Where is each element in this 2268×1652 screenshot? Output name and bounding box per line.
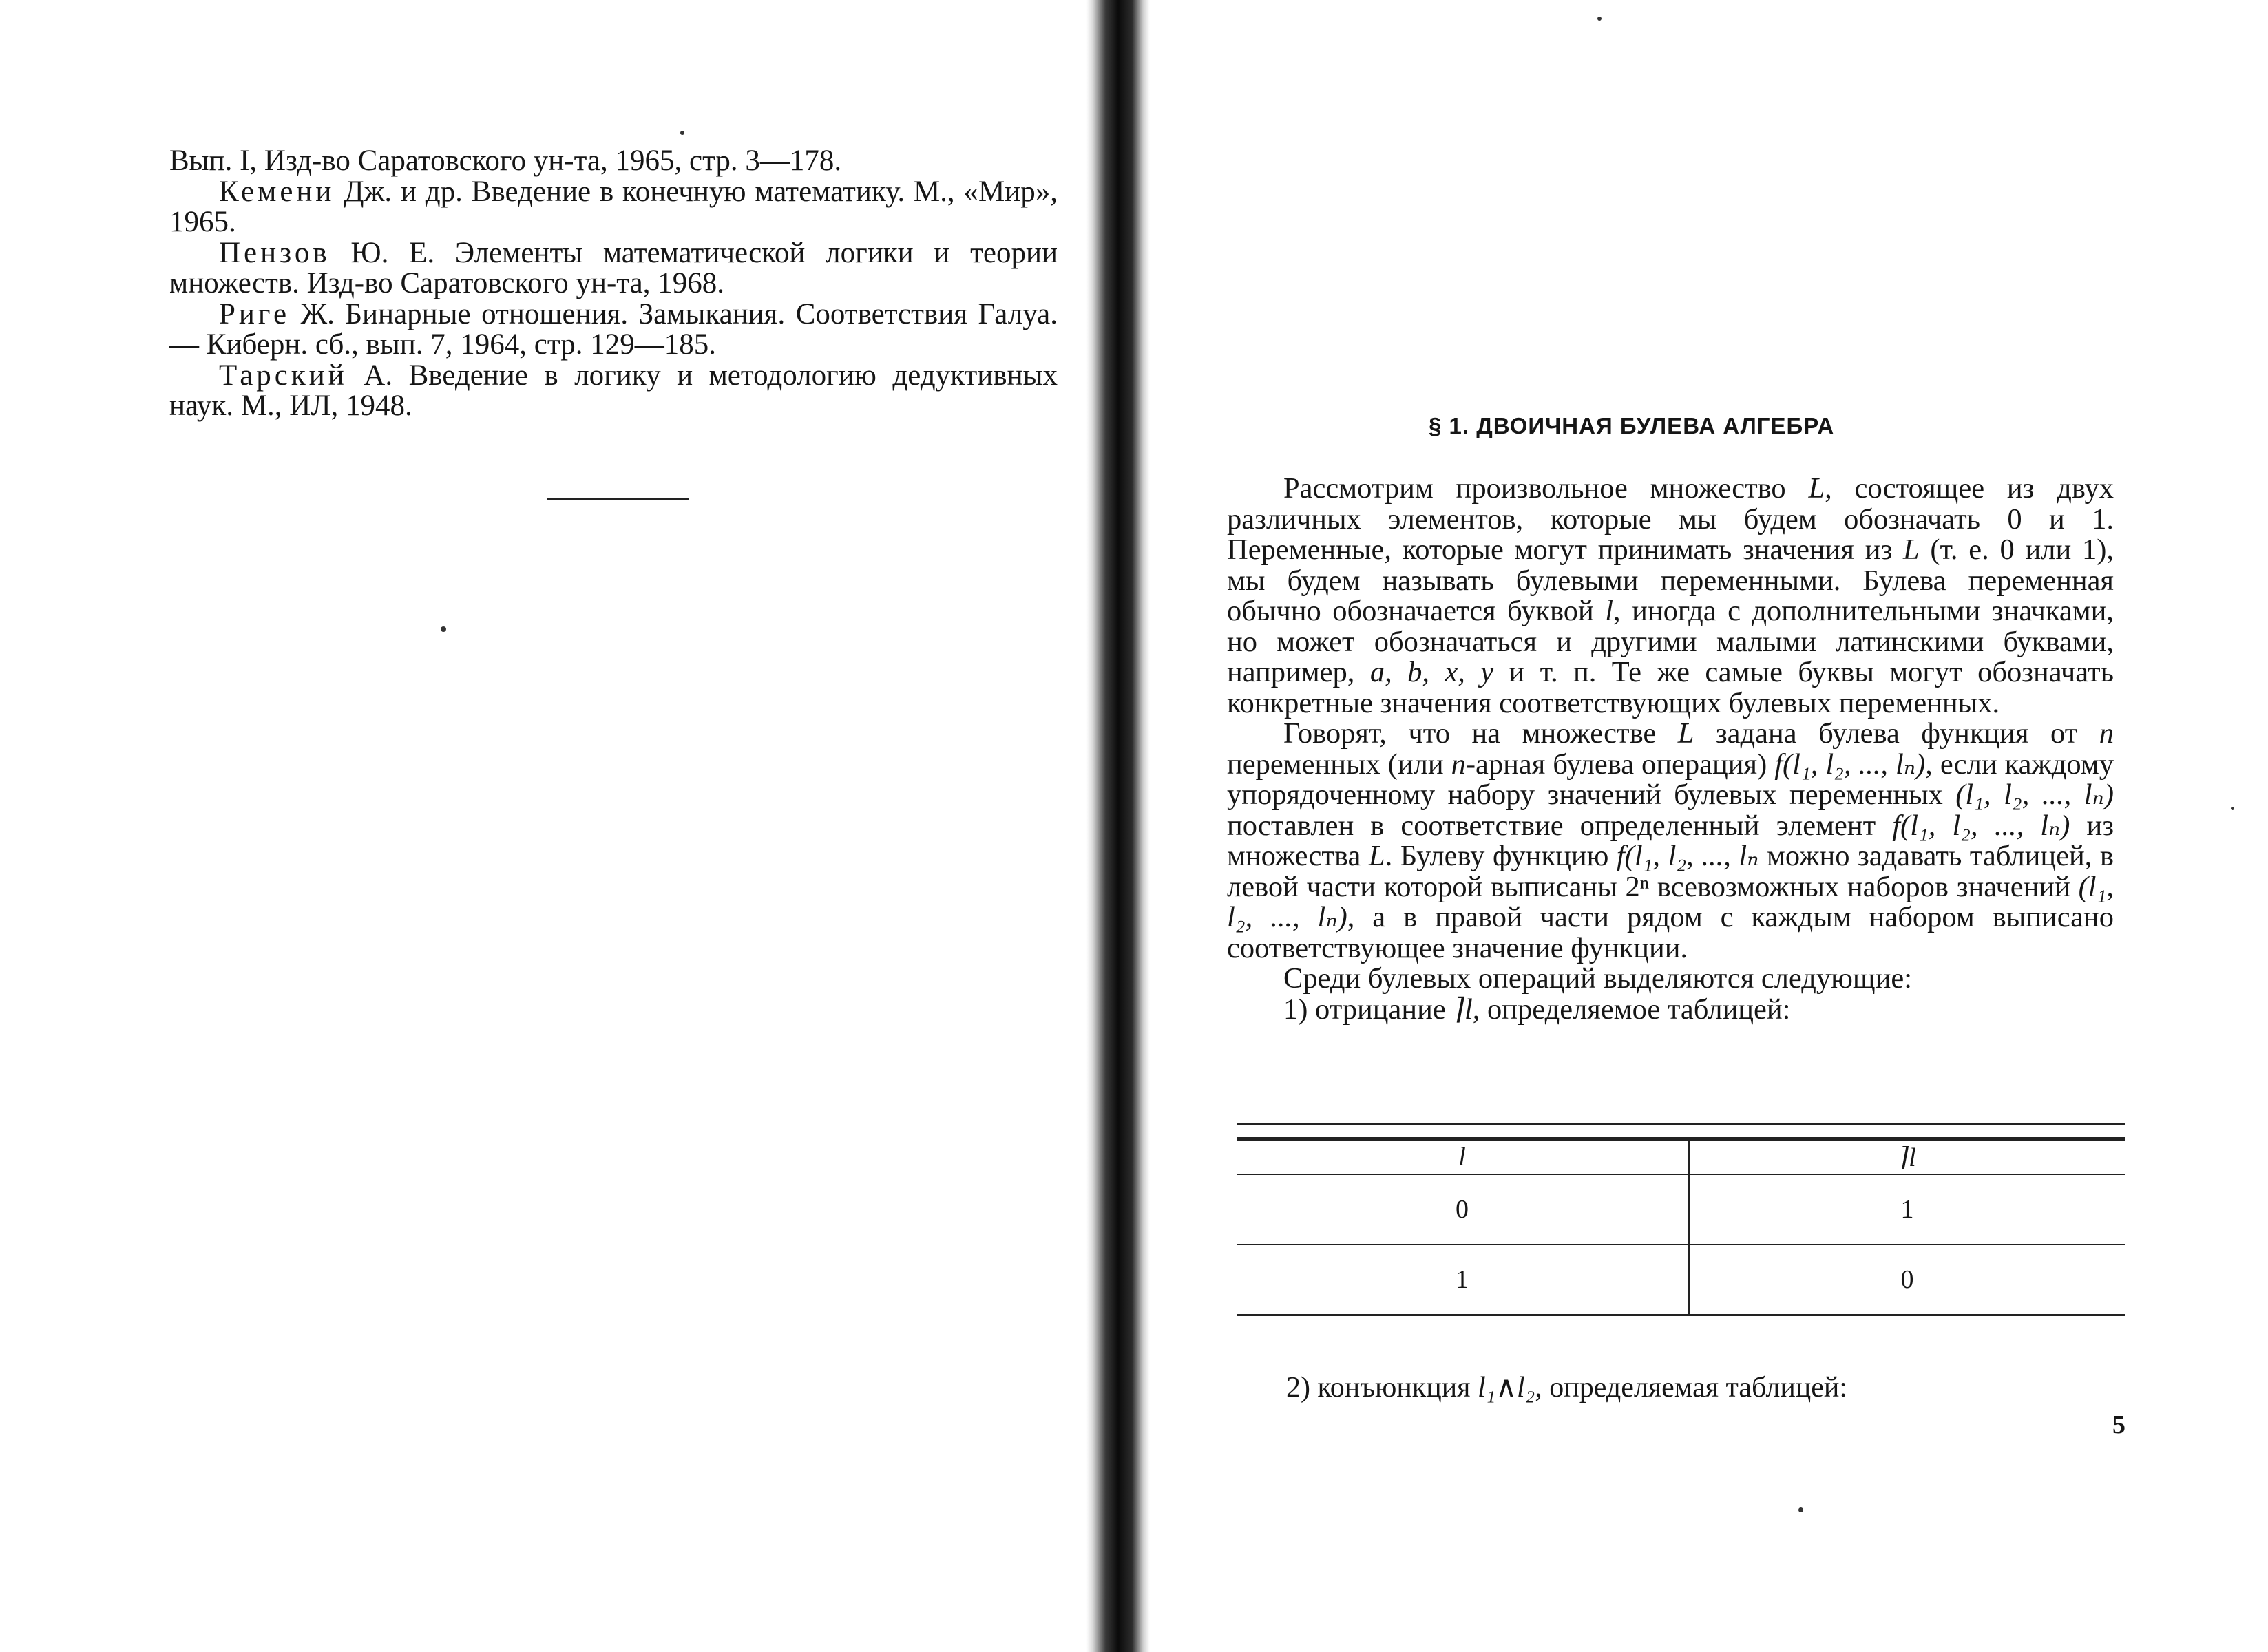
author-name: Кемени <box>219 175 335 208</box>
column-header: ⌉l <box>1689 1140 2125 1174</box>
table-row <box>1237 1245 2125 1315</box>
scan-speck <box>441 626 446 632</box>
scan-speck <box>1597 17 1602 21</box>
bibliography-entry: Кемени Дж. и др. Введение в конечную математику. М., «Мир», 1965. <box>169 175 1058 238</box>
list-item: 2) конъюнкция l₁∧l₂, определяемая таблицей: <box>1286 1372 1848 1404</box>
bibliography-entry: Пензов Ю. Е. Элементы математической логики и теории множеств. Изд-во Саратовского ун-та, 1968. <box>169 236 1058 299</box>
author-name: Пензов <box>219 236 330 269</box>
table-cell: 0 <box>1237 1174 1689 1245</box>
bibliography-entry: Риге Ж. Бинарные отношения. Замыкания. Соответствия Галуа. — Киберн. сб., вып. 7, 1964, стр. 129—185. <box>169 297 1058 361</box>
table-cell: 0 <box>1689 1245 2125 1315</box>
table-cell: 1 <box>1689 1174 2125 1245</box>
table-top-rule <box>1237 1123 2125 1125</box>
table-row <box>1237 1174 2125 1245</box>
author-name: Риге <box>219 297 291 330</box>
paragraph: Говорят, что на множестве L задана булева функция от n переменных (или n-арная булева операция) f(l₁, l₂, ..., lₙ), если каждому упорядоченному набору значений булевых переменных (l₁, l₂, ..., lₙ) поставлен в соответствие определенный элемент f(l₁, l₂, ..., lₙ) из множества L. Булеву функцию f(l₁, l₂, ..., lₙ можно задавать таблицей, в левой части которой выписаны 2ⁿ всевозможных наборов значений (l₁, l₂, ..., lₙ), а в правой части рядом с каждым набором выписано соответствующее значение функции. <box>1227 717 2114 964</box>
list-item: 1) отрицание ⌉l, определяемое таблицей: <box>1283 993 1791 1026</box>
scan-speck <box>680 131 684 135</box>
author-name: Тарский <box>219 359 348 392</box>
scan-speck <box>2231 807 2234 810</box>
bibliography-entry: Вып. I, Изд-во Саратовского ун-та, 1965, стр. 3—178. <box>169 145 842 177</box>
section-heading: § 1. ДВОИЧНАЯ БУЛЕВА АЛГЕБРА <box>1429 413 1835 438</box>
paragraph: Рассмотрим произвольное множество L, состоящее из двух различных элементов, которые мы будем обозначать 0 и 1. Переменные, которые могут принимать значения из L (т. е. 0 или 1), мы будем называть булевыми переменными. Булева переменная обычно обозначается буквой l, иногда с дополнительными значками, но может обозначаться и другими малыми латинскими буквами, например, a, b, x, y и т. п. Те же самые буквы могут обозначать конкретные значения соответствующих булевых переменных. <box>1227 472 2114 719</box>
column-header: l <box>1237 1140 1689 1174</box>
table-header-row <box>1237 1140 2125 1174</box>
table-cell: 1 <box>1237 1245 1689 1315</box>
body-text <box>1227 474 2114 1025</box>
paragraph: Среди булевых операций выделяются следующие: <box>1283 962 1913 995</box>
negation-truth-table <box>1237 1137 2125 1316</box>
page-number: 5 <box>2112 1410 2125 1439</box>
scan-speck <box>1798 1507 1803 1512</box>
bibliography-entry: Тарский А. Введение в логику и методологию дедуктивных наук. М., ИЛ, 1948. <box>169 359 1058 422</box>
